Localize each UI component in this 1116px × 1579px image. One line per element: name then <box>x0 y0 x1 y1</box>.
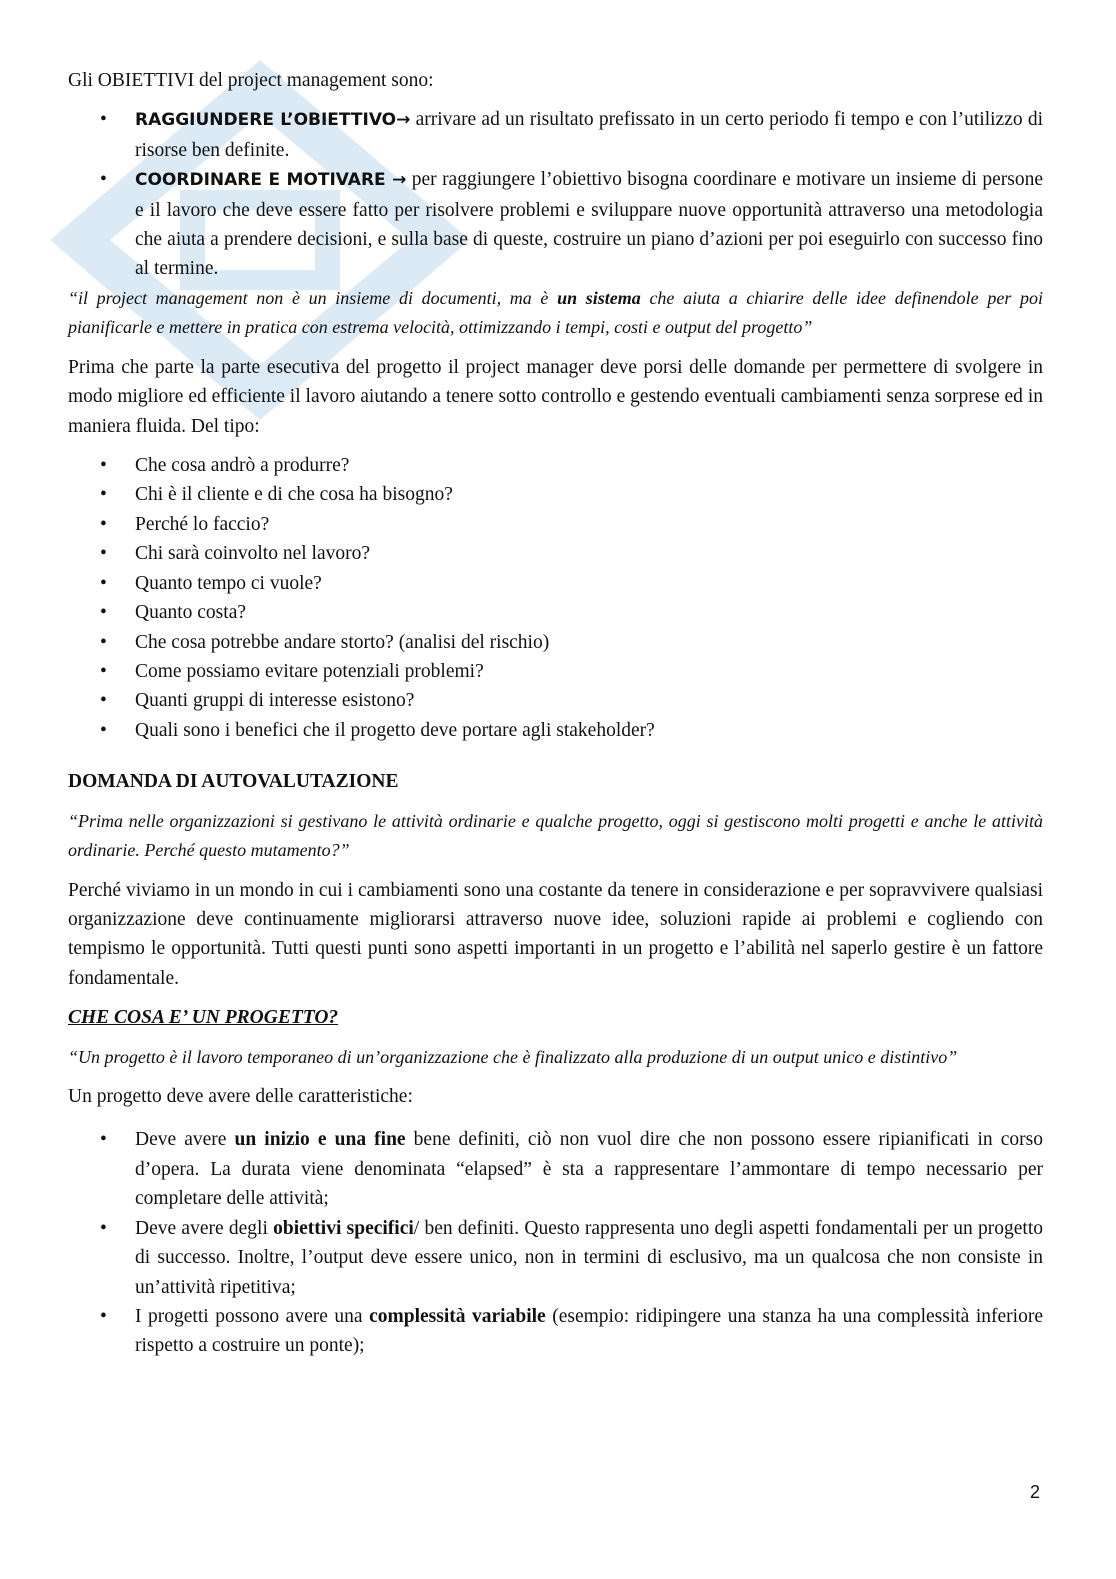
bullet-icon: • <box>100 109 107 131</box>
list-item <box>68 510 1043 539</box>
item-text: (esempio: ridipingere una stanza ha una complessità inferiore rispetto a costruire un ponte); <box>135 1305 1043 1357</box>
bullet-icon: • <box>100 513 107 535</box>
quote-emphasis: un sistema <box>557 287 641 308</box>
objectives-list <box>68 105 1043 283</box>
bullet-icon: • <box>100 543 107 565</box>
question-text: Chi sarà coinvolto nel lavoro? <box>135 543 371 565</box>
bullet-icon: • <box>100 455 107 477</box>
list-item <box>68 569 1043 598</box>
self-eval-heading: DOMANDA DI AUTOVALUTAZIONE <box>68 771 399 793</box>
self-eval-quote: “Prima nelle organizzazioni si gestivano le attività ordinarie e qualche progetto, oggi si gestiscono molti progetti e anche le attività ordinarie. Perché questo mutamento?” <box>68 810 1043 861</box>
arrow-icon: → <box>396 110 411 131</box>
list-item <box>68 451 1043 480</box>
question-text: Quanti gruppi di interesse esistono? <box>135 690 415 712</box>
list-item <box>68 686 1043 715</box>
objectives-intro: Gli OBIETTIVI del project management sono: <box>68 70 434 91</box>
objective-title: RAGGIUNDERE L’OBIETTIVO <box>135 110 397 131</box>
questions-intro: Prima che parte la parte esecutiva del progetto il project manager deve porsi delle domande per permettere di svolgere in modo migliore ed efficiente il lavoro aiutando a tenere sotto controllo e gestendo eventuali cambiamenti senza sorprese ed in maniera fluida. Del tipo: <box>68 356 1043 437</box>
questions-list <box>68 451 1043 745</box>
objective-text: arrivare ad un risultato prefissato in un certo periodo fi tempo e con l’utilizzo di risorse ben definite. <box>135 109 1043 161</box>
pm-quote <box>68 284 1043 343</box>
project-characteristics-list <box>68 1125 1043 1360</box>
document-page <box>68 66 1043 1371</box>
bullet-icon: • <box>100 719 107 741</box>
bullet-icon: • <box>100 484 107 506</box>
list-item <box>68 539 1043 568</box>
item-emphasis: obiettivi specifici <box>273 1217 414 1239</box>
list-item <box>68 1125 1043 1213</box>
question-text: Perché lo faccio? <box>135 513 270 535</box>
question-text: Come possiamo evitare potenziali problemi? <box>135 660 484 682</box>
self-eval-answer: Perché viviamo in un mondo in cui i cambiamenti sono una costante da tenere in considerazione e per sopravvivere qualsiasi organizzazione deve continuamente migliorarsi attraverso nuove idee, soluzioni rapide ai problemi e cogliendo con tempismo le opportunità. Tutti questi punti sono aspetti importanti in un progetto e l’abilità nel saperlo gestire è un fattore fondamentale. <box>68 879 1043 989</box>
arrow-icon: → <box>392 170 407 191</box>
item-emphasis: complessità variabile <box>369 1305 546 1327</box>
list-item <box>68 1214 1043 1302</box>
list-item <box>68 628 1043 657</box>
question-text: Che cosa andrò a produrre? <box>135 455 350 477</box>
item-emphasis: un inizio e una fine <box>234 1129 406 1151</box>
quote-text: “il project management non è un insieme di documenti, ma è <box>68 287 558 308</box>
project-heading: CHE COSA E’ UN PROGETTO? <box>68 1007 339 1029</box>
bullet-icon: • <box>100 602 107 624</box>
project-quote: “Un progetto è il lavoro temporaneo di un’organizzazione che è finalizzato alla produzione di un output unico e distintivo” <box>68 1046 958 1067</box>
item-text: Deve avere degli <box>135 1217 274 1239</box>
list-item <box>68 716 1043 745</box>
bullet-icon: • <box>100 660 107 682</box>
objective-title: COORDINARE E MOTIVARE <box>135 170 393 191</box>
item-text: I progetti possono avere una <box>135 1305 370 1327</box>
bullet-icon: • <box>100 1217 107 1239</box>
bullet-icon: • <box>100 1129 107 1151</box>
list-item <box>68 1302 1043 1361</box>
project-intro: Un progetto deve avere delle caratteristiche: <box>68 1086 413 1108</box>
question-text: Quali sono i benefici che il progetto deve portare agli stakeholder? <box>135 719 655 741</box>
bullet-icon: • <box>100 631 107 653</box>
list-item <box>68 598 1043 627</box>
bullet-icon: • <box>100 169 107 191</box>
question-text: Che cosa potrebbe andare storto? (analisi del rischio) <box>135 631 550 653</box>
list-item <box>68 105 1043 165</box>
question-text: Chi è il cliente e di che cosa ha bisogno? <box>135 484 453 506</box>
bullet-icon: • <box>100 1305 107 1327</box>
list-item <box>68 165 1043 284</box>
bullet-icon: • <box>100 572 107 594</box>
question-text: Quanto costa? <box>135 602 247 624</box>
quote-text: che aiuta a chiarire delle idee definendole per poi pianificarle e mettere in pratica con estrema velocità, ottimizzando i tempi, costi e output del progetto” <box>68 287 1044 338</box>
list-item <box>68 480 1043 509</box>
question-text: Quanto tempo ci vuole? <box>135 572 322 594</box>
item-text: / ben definiti. Questo rappresenta uno degli aspetti fondamentali per un progetto di successo. Inoltre, l’output deve essere unico, non in termini di esclusivo, ma un qualcosa che non consiste in un’attività ripetitiva; <box>135 1217 1043 1298</box>
list-item <box>68 657 1043 686</box>
bullet-icon: • <box>100 690 107 712</box>
item-text: Deve avere <box>135 1129 235 1151</box>
item-text: bene definiti, ciò non vuol dire che non possono essere ripianificati in corso d’opera. La durata viene denominata “elapsed” è sta a rappresentare l’ammontare di tempo necessario per completare delle attività; <box>135 1129 1043 1210</box>
objective-text: per raggiungere l’obiettivo bisogna coordinare e motivare un insieme di persone e il lavoro che deve essere fatto per risolvere problemi e sviluppare nuove opportunità attraverso una metodologia che aiuta a prendere decisioni, e sulla base di queste, costruire un piano d’azioni per poi eseguirlo con successo fino al termine. <box>135 169 1044 280</box>
page-number: 2 <box>1030 1482 1041 1502</box>
